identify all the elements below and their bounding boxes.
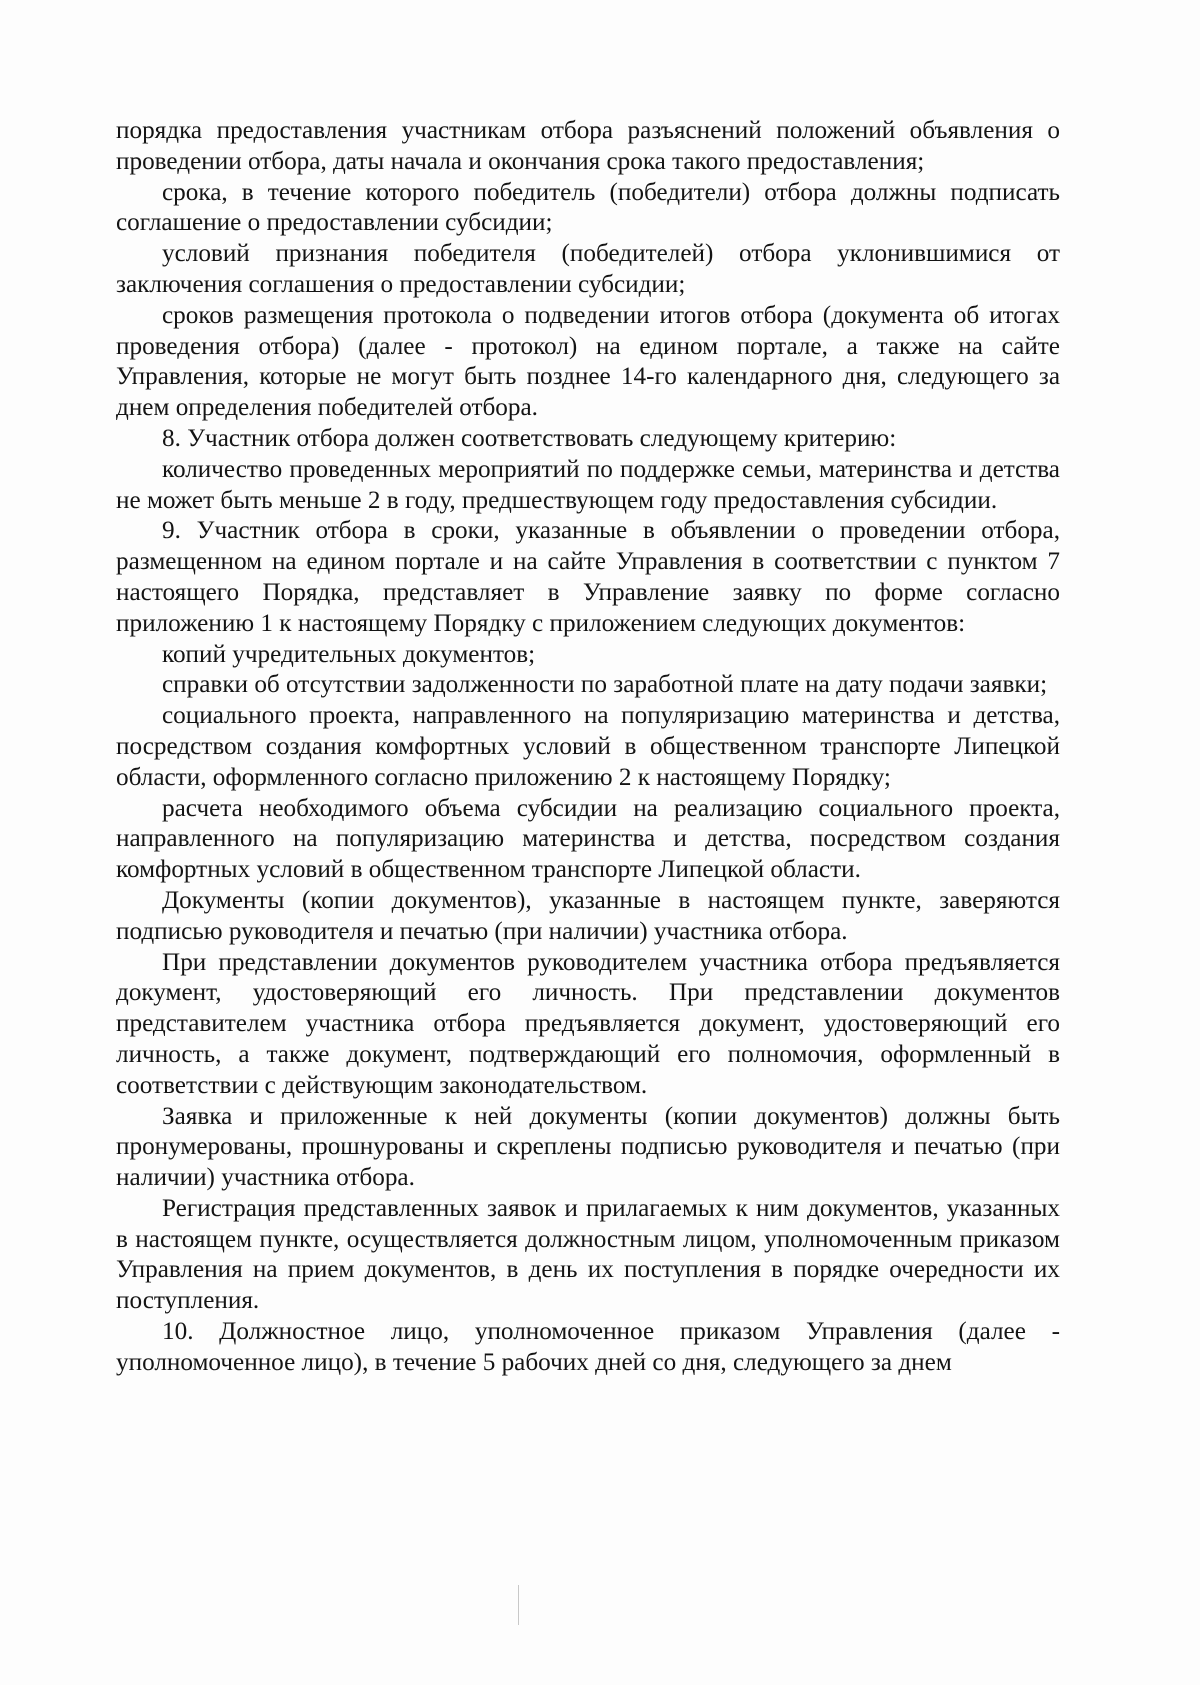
paragraph-1: порядка предоставления участникам отбора разъяснений положений объявления о проведении отбора, даты начала и окончания срока такого предоставления; [116, 117, 1060, 175]
paragraph-12: Документы (копии документов), указанные в настоящем пункте, заверяются подписью руководителя и печатью (при наличии) участника отбора. [116, 886, 1060, 945]
paragraph-4: сроков размещения протокола о подведении итогов отбора (документа об итогах проведения отбора) (далее - протокол) на едином портале, а также на сайте Управления, которые не могут быть позднее 14-го календарного дня, следующего за днем определения победителей отбора. [116, 301, 1060, 422]
document-body [116, 116, 1060, 1379]
paragraph-13: При представлении документов руководителем участника отбора предъявляется документ, удостоверяющий его личность. При представлении документов представителем участника отбора предъявляется документ, удостоверяющий его личность, а также документ, подтверждающий его полномочия, оформленный в соответствии с действующим законодательством. [116, 948, 1060, 1099]
paragraph-16: 10. Должностное лицо, уполномоченное приказом Управления (далее - уполномоченное лицо), в течение 5 рабочих дней со дня, следующего за днем [116, 1318, 1060, 1376]
paragraph-3: условий признания победителя (победителей) отбора уклонившимися от заключения соглашения о предоставлении субсидии; [116, 240, 1060, 298]
paragraph-8: копий учредительных документов; [162, 640, 536, 668]
paragraph-14: Заявка и приложенные к ней документы (копии документов) должны быть пронумерованы, прошнурованы и скреплены подписью руководителя и печатью (при наличии) участника отбора. [116, 1102, 1060, 1192]
paragraph-2: срока, в течение которого победитель (победители) отбора должны подписать соглашение о предоставлении субсидии; [116, 178, 1060, 237]
paragraph-5: 8. Участник отбора должен соответствовать следующему критерию: [162, 424, 897, 452]
paragraph-7: 9. Участник отбора в сроки, указанные в объявлении о проведении отбора, размещенном на едином портале и на сайте Управления в соответствии с пунктом 7 настоящего Порядка, представляет в Управление заявку по форме согласно приложению 1 к настоящему Порядку с приложением следующих документов: [116, 517, 1060, 637]
paragraph-6: количество проведенных мероприятий по поддержке семьи, материнства и детства не может быть меньше 2 в году, предшествующем году предоставления субсидии. [116, 455, 1060, 514]
paragraph-10: социального проекта, направленного на популяризацию материнства и детства, посредством создания комфортных условий в общественном транспорте Липецкой области, оформленного согласно приложению 2 к настоящему Порядку; [116, 702, 1060, 791]
paragraph-11: расчета необходимого объема субсидии на реализацию социального проекта, направленного на популяризацию материнства и детства, посредством создания комфортных условий в общественном транспорте Липецкой области. [116, 794, 1060, 884]
scan-artifact-line [518, 1585, 519, 1625]
paragraph-9: справки об отсутствии задолженности по заработной плате на дату подачи заявки; [162, 671, 1048, 699]
paragraph-15: Регистрация представленных заявок и прилагаемых к ним документов, указанных в настоящем пункте, осуществляется должностным лицом, уполномоченным приказом Управления на прием документов, в день их поступления в порядке очередности их поступления. [116, 1194, 1060, 1315]
